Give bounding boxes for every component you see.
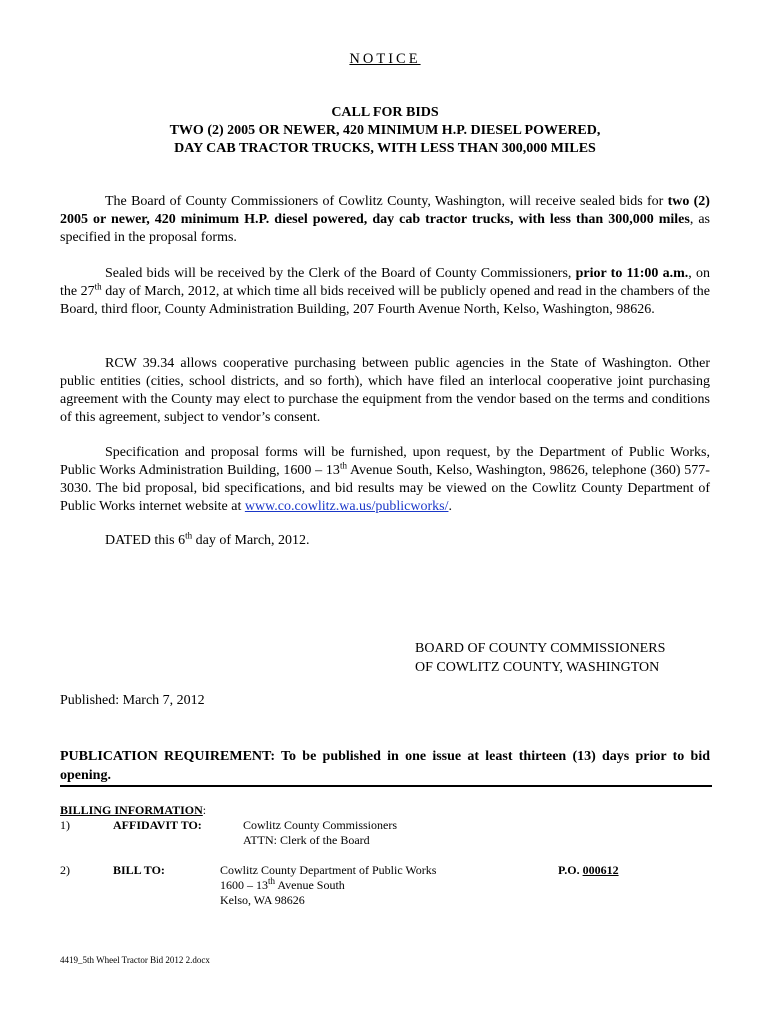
dated-sup: th [185, 530, 193, 541]
para4-end: . [448, 499, 452, 514]
para4-mid: Avenue South, Kelso, Washington, 98626, telephone (360) 577-3030. The bid proposal, bid specifications, and bid results may be viewed on the Cowlitz County Department of Public Works internet website at [60, 463, 710, 514]
bill-to-line-3: Kelso, WA 98626 [220, 893, 305, 907]
billing-item-2-number: 2) [60, 863, 70, 877]
para1-end: , as specified in the proposal forms. [60, 212, 710, 245]
para4-sup: th [339, 460, 347, 471]
affidavit-address [243, 818, 397, 848]
board-line-1: BOARD OF COUNTY COMMISSIONERS [415, 641, 666, 656]
billing-item-1-number: 1) [60, 818, 70, 832]
bill-to-line-1: Cowlitz County Department of Public Works [220, 863, 437, 877]
para2-sup: th [94, 281, 102, 292]
website-link[interactable]: www.co.cowlitz.wa.us/publicworks/ [244, 499, 449, 514]
bill-to-line-2-text: 1600 – 13 [220, 878, 268, 892]
bill-to-address [220, 863, 436, 908]
board-signature [415, 639, 665, 677]
billing-heading [60, 803, 206, 818]
affidavit-line-1: Cowlitz County Commissioners [243, 818, 398, 832]
dated-text: DATED this 6 [105, 533, 186, 548]
heading-line-2: TWO (2) 2005 OR NEWER, 420 MINIMUM H.P. DIESEL POWERED, [169, 123, 601, 138]
bill-to-line-2-end: Avenue South [275, 878, 345, 892]
paragraph-specifications [60, 444, 710, 516]
billing-heading-colon: : [202, 803, 207, 817]
affidavit-label: AFFIDAVIT TO: [113, 818, 202, 832]
para2-text: Sealed bids will be received by the Clerk of the Board of County Commissioners, [105, 266, 576, 281]
po-number: 000612 [582, 863, 619, 877]
bill-to-line-2-sup: th [268, 876, 276, 886]
para1-text: The Board of County Commissioners of Cowlitz County, Washington, will receive sealed bids for [105, 194, 668, 209]
paragraph-rcw: RCW 39.34 allows cooperative purchasing between public agencies in the State of Washington. Other public entities (cities, school districts, and so forth), which have filed an interlocal cooperative joint purchasing agreement with the County may elect to purchase the equipment from the vendor based on the terms and conditions of this agreement, subject to vendor’s consent. [60, 356, 710, 425]
published-date: Published: March 7, 2012 [60, 693, 205, 708]
notice-title: NOTICE [349, 51, 421, 67]
para2-mid: , on the 27 [60, 266, 711, 299]
board-line-2: OF COWLITZ COUNTY, WASHINGTON [415, 660, 660, 675]
affidavit-line-2: ATTN: Clerk of the Board [243, 833, 370, 847]
heading-call-for-bids: CALL FOR BIDS [331, 105, 439, 120]
paragraph-intro [60, 193, 710, 247]
paragraph-sealed-bids [60, 265, 710, 319]
publication-requirement: PUBLICATION REQUIREMENT: To be published in one issue at least thirteen (13) days prior to bid opening. [60, 749, 710, 783]
bill-to-line-2 [220, 878, 436, 893]
bid-headings [60, 104, 710, 158]
dated-end: day of March, 2012. [192, 533, 310, 548]
divider-line [60, 785, 712, 787]
heading-line-3: DAY CAB TRACTOR TRUCKS, WITH LESS THAN 300,000 MILES [174, 141, 596, 156]
para4-text: Specification and proposal forms will be furnished, upon request, by the Department of Public Works, Public Works Administration Building, 1600 – 13 [60, 445, 710, 478]
footer-filename: 4419_5th Wheel Tractor Bid 2012 2.docx [60, 955, 210, 965]
dated-line [105, 530, 310, 549]
bill-to-label: BILL TO: [113, 863, 165, 877]
po-label: P.O. [558, 863, 583, 877]
purchase-order [558, 863, 619, 878]
para2-bold: prior to 11:00 a.m. [575, 266, 689, 281]
para2-end: day of March, 2012, at which time all bids received will be publicly opened and read in the chambers of the Board, third floor, County Administration Building, 207 Fourth Avenue North, Kelso, Washington, 98626. [60, 284, 710, 317]
billing-heading-text: BILLING INFORMATION [60, 803, 203, 817]
para1-bold: two (2) 2005 or newer, 420 minimum H.P. diesel powered, day cab tractor trucks, with less than 300,000 miles [60, 194, 710, 227]
